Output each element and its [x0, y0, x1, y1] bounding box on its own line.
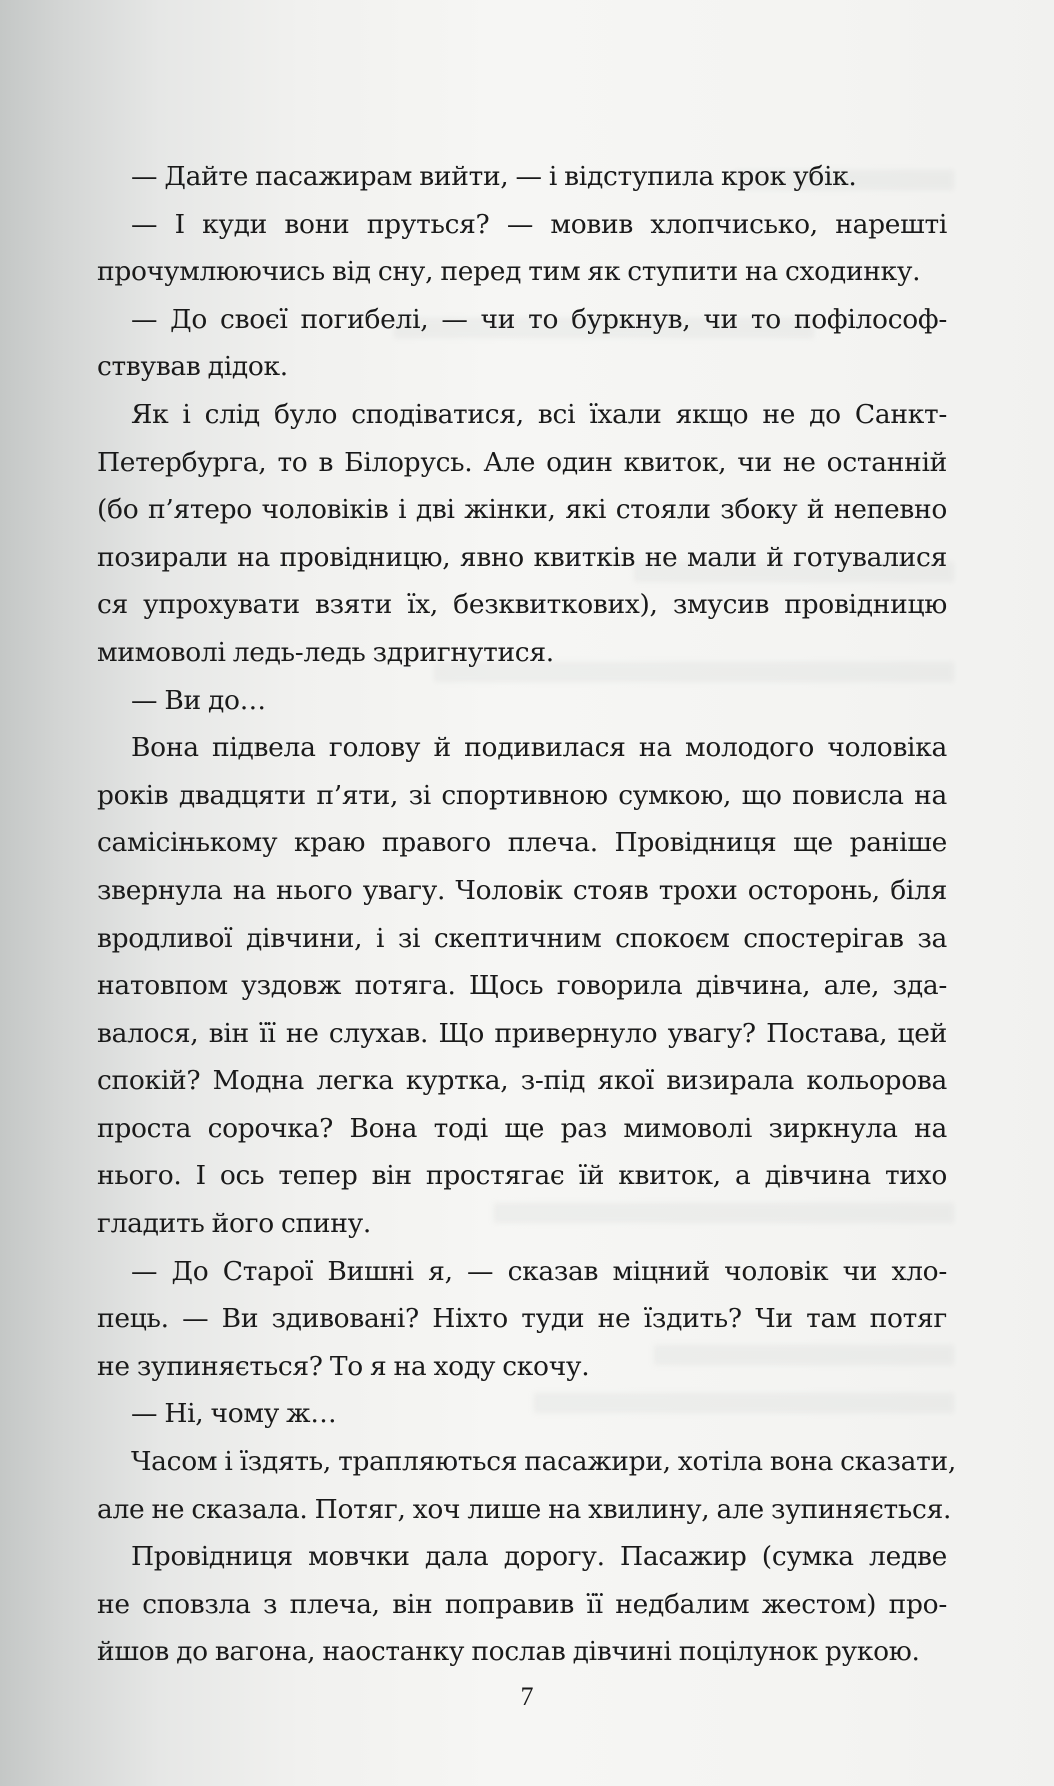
text-line: Вона підвела голову й подивилася на молодого чоловіка [131, 732, 947, 764]
text-line: позирали на провідницю, явно квитків не мали й готувалися [97, 541, 947, 573]
text-line: звернула на нього увагу. Чоловік стояв трохи осторонь, біля [97, 874, 947, 906]
text-line: не зупиняється? То я на ходу скочу. [97, 1350, 590, 1382]
text-line: — Ви до… [131, 684, 266, 716]
text-line: ся упрохувати взяти їх, безквиткових), змусив провідницю [97, 589, 947, 621]
text-line: років двадцяти п’яти, зі спортивною сумкою, що повисла на [97, 779, 947, 811]
page-number: 7 [520, 1682, 534, 1711]
text-line: Петербурга, то в Білорусь. Але один квиток, чи не останній [97, 446, 947, 478]
text-line: але не сказала. Потяг, хоч лише на хвилину, але зупиняється. [97, 1493, 952, 1525]
text-line: — До Старої Вишні я, — сказав міцний чоловік чи хло- [131, 1255, 947, 1287]
text-line: (бо п’ятеро чоловіків і дві жінки, які стояли збоку й непевно [97, 494, 947, 526]
text-line: Часом і їздять, трапляються пасажири, хотіла вона сказати, [131, 1446, 956, 1478]
text-line: — До своєї погибелі, — чи то буркнув, чи то пофілософ- [131, 303, 947, 335]
text-line: валося, він її не слухав. Що привернуло увагу? Постава, цей [97, 1017, 947, 1049]
text-line: Як і слід було сподіватися, всі їхали якщо не до Санкт- [131, 398, 947, 430]
text-line: гладить його спину. [97, 1208, 372, 1240]
text-line: ствував дідок. [97, 351, 288, 383]
text-line: проста сорочка? Вона тоді ще раз мимоволі зиркнула на [97, 1112, 947, 1144]
text-line: прочумлюючись від сну, перед тим як ступити на сходинку. [97, 256, 921, 288]
text-line: нього. І ось тепер він простягає їй квиток, а дівчина тихо [97, 1160, 947, 1192]
text-line: — Дайте пасажирам вийти, — і відступила крок убік. [131, 161, 857, 192]
text-line: — Ні, чому ж… [131, 1398, 337, 1430]
text-line: мимоволі ледь-ледь здригнутися. [97, 636, 554, 668]
text-line: самісінькому краю правого плеча. Провідниця ще раніше [97, 827, 947, 859]
text-line: Провідниця мовчки дала дорогу. Пасажир (сумка ледве [131, 1541, 947, 1573]
text-line: вродливої дівчини, і зі скептичним спокоєм спостерігав за [97, 922, 947, 954]
body-text [97, 153, 956, 1676]
text-line: йшов до вагона, наостанку послав дівчині поцілунок рукою. [97, 1636, 920, 1668]
text-line: спокій? Модна легка куртка, з-під якої визирала кольорова [97, 1065, 947, 1097]
text-line: не сповзла з плеча, він поправив її недбалим жестом) про- [97, 1588, 947, 1620]
text-line: натовпом уздовж потяга. Щось говорила дівчина, але, зда- [97, 970, 947, 1002]
text-line: — І куди вони пруться? — мовив хлопчисько, нарешті [131, 208, 947, 240]
text-line: пець. — Ви здивовані? Ніхто туди не їздить? Чи там потяг [97, 1303, 947, 1335]
